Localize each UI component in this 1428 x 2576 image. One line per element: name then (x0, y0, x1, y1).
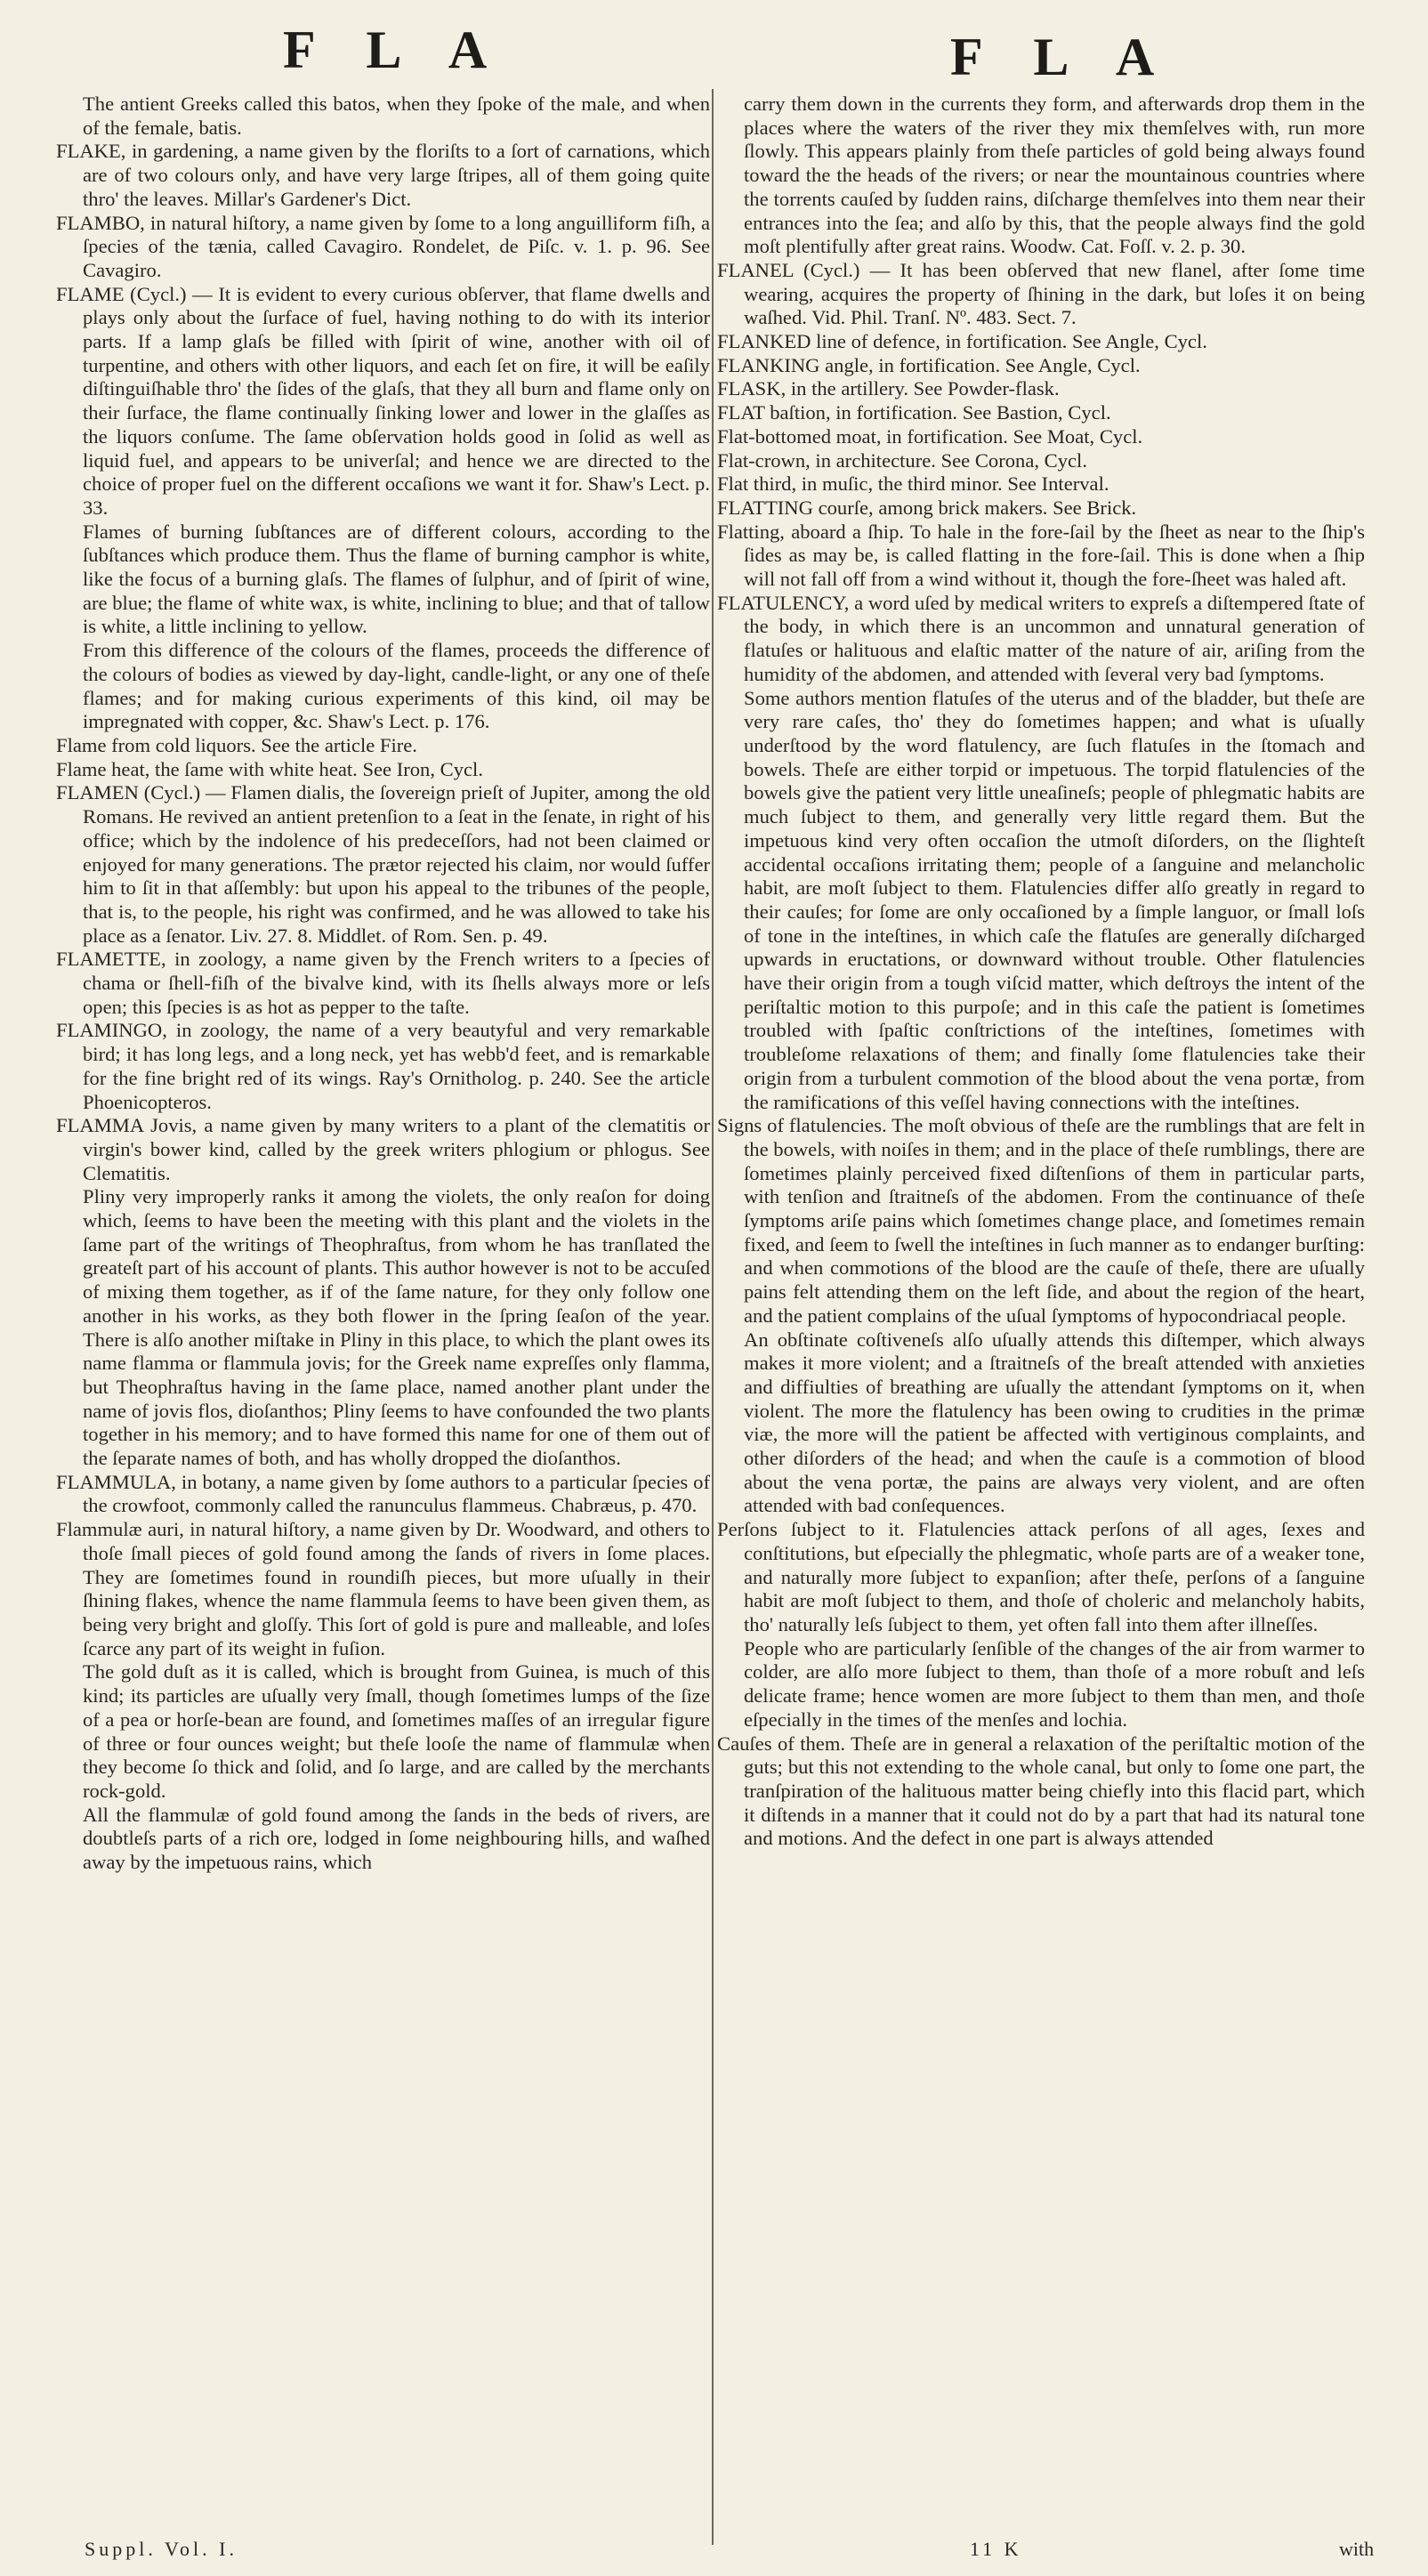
right-column-paragraph: FLANKING angle, in fortification. See Angle, Cycl. (717, 353, 1141, 376)
right-column-paragraph: FLANKED line of defence, in fortification. See Angle, Cycl. (717, 330, 1207, 353)
left-column-paragraph: Flame from cold liquors. See the article Fire. (56, 733, 417, 756)
left-column (56, 93, 710, 2513)
left-column-paragraph: FLAMBO, in natural hiſtory, a name given by ſome to a long anguilliform fiſh, a ſpecies of the tænia, called Cavagiro. Rondelet, de Piſc. v. 1. p. 96. See Cavagiro. (56, 211, 710, 281)
running-header-right: F L A (950, 28, 1174, 86)
right-column-paragraph: FLANEL (Cycl.) — It has been obſerved that new flanel, after ſome time wearing, acquires the property of ſhining in the dark, but loſes it on being waſhed. Vid. Phil. Tranſ. Nº. 483. Sect. 7. (717, 258, 1365, 329)
left-column-paragraph: FLAMINGO, in zoology, the name of a very beautyful and very remarkable bird; it has long legs, and a long neck, yet has webb'd feet, and is remarkable for the fine bright red of its wings. Ray's Ornitholog. p. 240. See the article Phoenicopteros. (56, 1019, 710, 1113)
right-column-paragraph: Perſons ſubject to it. Flatulencies attack perſons of all ages, ſexes and conſtitutions, but eſpecially the phlegmatic, whoſe parts are of a weaker tone, and naturally more ſubject to expanſion; after theſe, perſons of a ſanguine habit are moſt ſubject to them, and thoſe of choleric and melancholy habits, tho' naturally leſs ſubject to them, yet often fall into them after illneſſes. (717, 1518, 1365, 1635)
left-column-paragraph: Flammulæ auri, in natural hiſtory, a name given by Dr. Woodward, and others to thoſe ſmall pieces of gold found among the ſands of rivers in ſome places. They are ſometimes found in roundiſh pieces, but more uſually in their ſhining flakes, whence the name flammula ſeems to have been given them, as being very bright and gloſſy. This ſort of gold is pure and malleable, and loſes ſcarce any part of its weight in fuſion. (56, 1518, 710, 1659)
catchword: with (1339, 2538, 1375, 2560)
left-column-paragraph: The gold duſt as it is called, which is brought from Guinea, is much of this kind; its particles are uſually very ſmall, though ſometimes lumps of the ſize of a pea or horſe-bean are found, and ſometimes maſſes of an irregular figure of three or four ounces weight; but theſe looſe the name of flammulæ when they become ſo thick and ſolid, and ſo large, and are called by the merchants rock-gold. (83, 1660, 710, 1802)
left-column-paragraph: Flames of burning ſubſtances are of different colours, according to the ſubſtances which produce them. Thus the flame of burning camphor is white, like the focus of a burning glaſs. The flames of ſulphur, and of ſpirit of wine, are blue; the flame of white wax, is white, inclining to blue; and that of tallow is white, a little inclining to yellow. (83, 520, 710, 638)
left-column-paragraph: All the flammulæ of gold found among the ſands in the beds of rivers, are doubtleſs parts of a rich ore, lodged in ſome neighbouring hills, and waſhed away by the impetuous rains, which (83, 1803, 710, 1874)
right-column-paragraph: Signs of flatulencies. The moſt obvious of theſe are the rumblings that are felt in the bowels, with noiſes in them; and in the place of theſe rumblings, there are ſometimes plainly perceived fixed diſtenſions of them in particular parts, with tenſion and ſtraitneſs of the abdomen. From the continuance of theſe ſymptoms ariſe pains which ſometimes change place, and ſometimes remain fixed, and ſeem to ſwell the inteſtines in ſuch manner as to endanger burſting: and when commotions of the blood are the cauſe of theſe, there are uſually pains felt attending them on the left ſide, and about the region of the heart, and the patient complains of the uſual ſymptoms of hypocondriacal people. (717, 1114, 1365, 1327)
left-column-paragraph: FLAMMULA, in botany, a name given by ſome authors to a particular ſpecies of the crowfoot, commonly called the ranunculus flammeus. Chabræus, p. 470. (56, 1470, 710, 1517)
left-column-paragraph: FLAMEN (Cycl.) — Flamen dialis, the ſovereign prieſt of Jupiter, among the old Romans. He revived an antient pretenſion to a ſeat in the ſenate, in right of his office; which by the indolence of his predeceſſors, had not been claimed or enjoyed for many generations. The prætor rejected his claim, nor would ſuffer him to ſit in that aſſembly: but upon his appeal to the tribunes of the people, that is, to the people, his right was confirmed, and he was allowed to take his place as a ſenator. Liv. 27. 8. Middlet. of Rom. Sen. p. 49. (56, 781, 710, 947)
left-column-paragraph: Pliny very improperly ranks it among the violets, the only reaſon for doing which, ſeems to have been the meeting with this plant and the violets in the ſame part of the writings of Theophraſtus, from whom he has tranſlated the greateſt part of his account of plants. This author however is not to be accuſed of mixing them together, as if of the ſame nature, for they only follow one another in his works, as they both flower in the ſpring ſeaſon of the year. There is alſo another miſtake in Pliny in this place, to which the plant owes its name flamma or flammula jovis; for the Greek name expreſſes only flamma, but Theophraſtus having in the ſame place, named another plant under the name of jovis flos, dioſanthos; Pliny ſeems to have confounded the two plants together in his memory; and to have formed this name for one of them out of the ſeparate names of both, and has wholly dropped the dioſanthos. (83, 1185, 710, 1470)
right-column-paragraph: FLATTING courſe, among brick makers. See Brick. (717, 496, 1137, 519)
left-column-paragraph: From this difference of the colours of the flames, proceeds the difference of the colours of bodies as viewed by day-light, candle-light, or any one of theſe flames; and for making curious experiments of this kind, oil may be impregnated with copper, &c. Shaw's Lect. p. 176. (83, 639, 710, 733)
right-column-paragraph: Flat third, in muſic, the third minor. See Interval. (717, 472, 1109, 496)
right-column-paragraph: Flat-bottomed moat, in fortification. See Moat, Cycl. (717, 424, 1143, 448)
right-column-paragraph: FLATULENCY, a word uſed by medical writers to expreſs a diſtempered ſtate of the body, in which there is an uncommon and unnatural generation of flatuſes or halituous and elaſtic matter of the nature of air, ariſing from the humidity of the abdomen, and attended with ſeveral very bad ſymptoms. (717, 591, 1365, 685)
right-column-paragraph: FLAT baſtion, in fortification. See Bastion, Cycl. (717, 401, 1111, 424)
right-column-paragraph: Some authors mention flatuſes of the uterus and of the bladder, but theſe are very rare caſes, tho' they do ſometimes happen; and what is uſually underſtood by the word flatulency, are ſuch flatuſes in the ſtomach and bowels. Theſe are either torpid or impetuous. The torpid flatulencies of the bowels give the patient very little uneaſineſs; people of phlegmatic habits are much ſubject to them, and generally very little regard them. But the impetuous kind very often occaſion the utmoſt diſorders, on the ſlighteſt accidental occaſions irritating them; people of a ſanguine and melancholic habit, are moſt ſubject to them. Flatulencies differ alſo greatly in regard to their cauſes; for ſome are only occaſioned by a ſimple languor, or ſmall loſs of tone in the inteſtines, in which caſe the flatuſes are generally diſcharged upwards in eructations, or downward without trouble. Other flatulencies have their origin from a tough viſcid matter, which deſtroys the intent of the periſtaltic motion to this purpoſe; and in this caſe the patient is ſometimes troubled with ſpaſtic conſtrictions of the inteſtines, ſometimes with troubleſome relaxations of them; and finally ſome flatulencies take their origin from a turbulent commotion of the blood about the vena portæ, from the ramifications of this veſſel having connections with the inteſtines. (744, 686, 1365, 1113)
left-column-paragraph: FLAKE, in gardening, a name given by the floriſts to a ſort of carnations, which are of two colours only, and have very large ſtripes, all of them going quite thro' the leaves. Millar's Gardener's Dict. (56, 140, 710, 210)
right-column-paragraph: carry them down in the currents they form, and afterwards drop them in the places where the waters of the river they mix themſelves with, run more ſlowly. This appears plainly from theſe particles of gold being always found toward the the heads of the rivers; or near the mountainous countries where the torrents cauſed by ſudden rains, diſcharge themſelves into them near their entrances into the ſea; and alſo by this, that the people always find the gold moſt plentifully after great rains. Woodw. Cat. Foſſ. v. 2. p. 30. (744, 93, 1365, 258)
right-column-paragraph: An obſtinate coſtiveneſs alſo uſually attends this diſtemper, which always makes it more violent; and a ſtraitneſs of the breaſt attended with anxieties and diffiulties of breathing are uſually the attendant ſymptoms on it, when violent. The more the flatulency has been owing to crudities in the primæ viæ, the more will the patient be affected with vertiginous complaints, and other diſorders of the head; and when the cauſe is a commotion of blood about the vena portæ, the pains are always very violent, and are often attended with bad conſequences. (744, 1328, 1365, 1517)
running-header-left: F L A (283, 20, 507, 79)
left-column-paragraph: Flame heat, the ſame with white heat. See Iron, Cycl. (56, 757, 483, 780)
right-column-paragraph: People who are particularly ſenſible of the changes of the air from warmer to colder, are alſo more ſubject to them, than thoſe of a more robuſt and leſs delicate frame; hence women are more ſubject to them than men, and thoſe eſpecially in the times of the menſes and lochia. (744, 1636, 1365, 1731)
right-column (717, 93, 1365, 2513)
signature-mark: Suppl. Vol. I. (85, 2538, 238, 2560)
column-divider (712, 89, 714, 2545)
left-column-paragraph: FLAMMA Jovis, a name given by many writers to a plant of the clematitis or virgin's bower kind, called by the greek writers phlogium or phlogus. See Clematitis. (56, 1114, 710, 1184)
left-column-paragraph: FLAME (Cycl.) — It is evident to every curious obſerver, that flame dwells and plays only about the ſurface of fuel, having nothing to do with its interior parts. If a lamp glaſs be filled with ſpirit of wine, another with oil of turpentine, and others with other liquors, and each ſet on fire, it will be eaſily diſtinguiſhable thro' the ſides of the glaſs, that they all burn and flame only on their ſurface, the flame continually ſinking lower and lower in the glaſſes as the liquors conſume. The ſame obſervation holds good in ſolid as well as liquid fuel, and appears to be univerſal; and hence we are directed to the choice of proper fuel on the different occaſions we want it for. Shaw's Lect. p. 33. (56, 282, 710, 519)
right-column-paragraph: Flatting, aboard a ſhip. To hale in the fore-ſail by the ſheet as near to the ſhip's ſides as may be, is called flatting in the fore-ſail. This is done when a ſhip will not fall off from a wind without it, though the fore-ſheet was haled aft. (717, 520, 1365, 591)
right-column-paragraph: Cauſes of them. Theſe are in general a relaxation of the periſtaltic motion of the guts; but this not extending to the whole canal, but only to ſome one part, the tranſpiration of the halituous matter being chiefly into this flacid part, which it diſtends in a manner that it could not do by a part that had its natural tone and motions. And the defect in one part is always attended (717, 1732, 1365, 1850)
left-column-paragraph: FLAMETTE, in zoology, a name given by the French writers to a ſpecies of chama or ſhell-fiſh of the bivalve kind, with its ſhells always more or leſs open; this ſpecies is as hot as pepper to the taſte. (56, 948, 710, 1018)
left-column-paragraph: The antient Greeks called this batos, when they ſpoke of the male, and when of the female, batis. (83, 93, 710, 139)
gathering-mark: 11 K (970, 2538, 1022, 2560)
right-column-paragraph: Flat-crown, in architecture. See Corona, Cycl. (717, 448, 1087, 472)
right-column-paragraph: FLASK, in the artillery. See Powder-flask. (717, 377, 1060, 400)
